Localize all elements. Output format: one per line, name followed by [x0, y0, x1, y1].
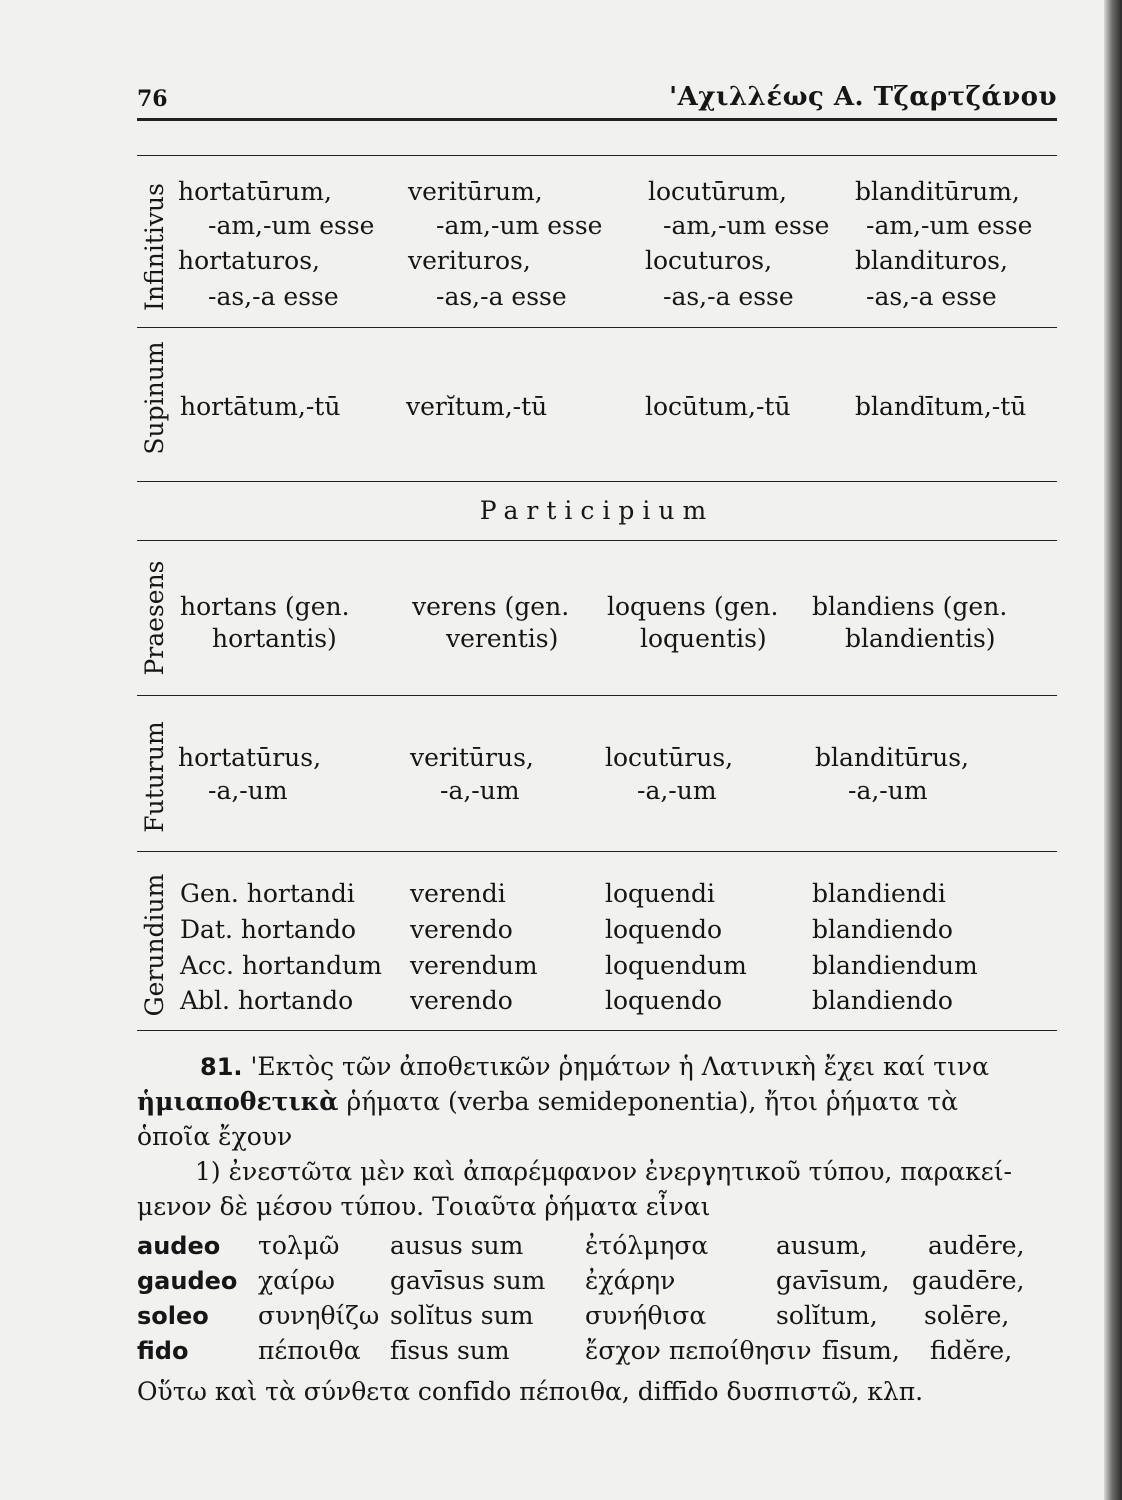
verb-cell: ἐχάρην	[585, 1266, 676, 1295]
page-edge-shadow	[1104, 0, 1122, 1500]
table-cell: -am,-um esse	[663, 211, 830, 240]
table-cell: blandituros,	[855, 246, 1008, 275]
table-cell: locūtum,-tū	[645, 392, 791, 421]
table-cell: blandiens (gen.	[812, 592, 1008, 621]
table-cell: veritūrum,	[408, 177, 543, 206]
table-cell: -am,-um esse	[866, 211, 1033, 240]
table-cell: verendum	[410, 951, 538, 980]
table-cell: blandiendo	[812, 915, 953, 944]
section-label-supinum: Supinum	[140, 341, 169, 455]
verb-cell: συνηθίζω	[258, 1301, 380, 1330]
table-cell: blandientis)	[845, 624, 996, 653]
table-rule	[137, 327, 1057, 328]
verb-cell: fidĕre,	[930, 1336, 1013, 1365]
verb-cell: πέποιθα	[258, 1336, 361, 1365]
table-cell: -as,-a esse	[436, 282, 567, 311]
paragraph-line	[137, 1086, 958, 1118]
verb-cell: audēre,	[928, 1231, 1025, 1260]
table-cell: blanditūrum,	[855, 177, 1020, 206]
paragraph-text: 'Εκτὸς τῶν ἀποθετικῶν ῥημάτων ἡ Λατινικὴ ἔχει καί τινα	[250, 1052, 990, 1081]
table-cell: -am,-um esse	[208, 211, 375, 240]
verb-cell: gavīsus sum	[390, 1266, 546, 1295]
verb-cell: gaudēre,	[912, 1266, 1025, 1295]
verb-cell: fīsum,	[822, 1336, 900, 1365]
table-cell: veritūrus,	[410, 743, 534, 772]
table-cell: loquentis)	[640, 624, 767, 653]
table-cell: hortatūrus,	[178, 743, 322, 772]
table-cell: verendi	[410, 879, 506, 908]
verb-cell: gavīsum,	[776, 1266, 890, 1295]
verb-cell: solĭtum,	[776, 1301, 878, 1330]
table-cell: verituros,	[408, 246, 531, 275]
verb-cell: fīsus sum	[390, 1336, 510, 1365]
table-cell: loquendo	[605, 986, 723, 1015]
participium-title: Participium	[479, 496, 715, 525]
table-cell: Abl. hortando	[180, 986, 354, 1015]
table-rule	[137, 851, 1057, 852]
table-rule	[137, 481, 1057, 482]
closing-line: Οὕτω καὶ τὰ σύνθετα confīdo πέποιθα, diffīdo δυσπιστῶ, κλπ.	[137, 1377, 924, 1406]
table-cell: loquendo	[605, 915, 723, 944]
table-cell: verĭtum,-tū	[406, 392, 548, 421]
verb-cell: solĭtus sum	[390, 1301, 534, 1330]
verb-cell: ausus sum	[390, 1231, 524, 1260]
table-cell: locutūrus,	[605, 743, 734, 772]
table-cell: verentis)	[446, 624, 559, 653]
section-label-infinitivus: Infinitivus	[140, 183, 169, 311]
table-cell: hortaturos,	[178, 246, 320, 275]
verb-cell: χαίρω	[258, 1266, 335, 1295]
table-cell: locutūrum,	[648, 177, 788, 206]
table-cell: Dat. hortando	[180, 915, 357, 944]
paragraph-text: ῥήματα (verba semideponentia), ἤτοι ῥήματα τὰ	[346, 1087, 959, 1116]
table-cell: locuturos,	[645, 246, 773, 275]
table-cell: -a,-um	[848, 776, 928, 805]
table-cell: loquendum	[605, 951, 747, 980]
table-top-rule	[137, 155, 1057, 156]
paragraph-line: ὁποῖα ἔχουν	[137, 1122, 293, 1151]
table-cell: -as,-a esse	[866, 282, 997, 311]
verb-cell: συνήθισα	[585, 1301, 707, 1330]
header-rule	[137, 118, 1057, 121]
table-cell: hortatūrum,	[178, 177, 332, 206]
paragraph-line: μενον δὲ μέσου τύπου. Τοιαῦτα ῥήματα εἶναι	[137, 1192, 711, 1221]
table-cell: blandiendi	[812, 879, 946, 908]
table-cell: -a,-um	[208, 776, 288, 805]
verb-cell: τολμῶ	[258, 1231, 340, 1260]
verb-cell: solēre,	[924, 1301, 1010, 1330]
verb-cell: ἐτόλμησα	[585, 1231, 709, 1260]
section-label-gerundium: Gerundium	[140, 873, 169, 1017]
table-cell: -a,-um	[637, 776, 717, 805]
verb-lemma: audeo	[137, 1232, 221, 1260]
table-cell: loquens (gen.	[607, 592, 779, 621]
verb-cell: ἔσχον πεποίθησιν	[585, 1336, 812, 1365]
table-cell: blandītum,-tū	[855, 392, 1027, 421]
table-rule	[137, 695, 1057, 696]
table-cell: -a,-um	[440, 776, 520, 805]
section-label-praesens: Praesens	[140, 560, 169, 676]
paragraph-line	[200, 1051, 989, 1083]
table-cell: hortantis)	[212, 624, 337, 653]
table-cell: -as,-a esse	[208, 282, 339, 311]
table-cell: blanditūrus,	[815, 743, 969, 772]
paragraph-line: 1) ἐνεστῶτα μὲν καὶ ἀπαρέμφανον ἐνεργητικοῦ τύπου, παρακεί-	[195, 1157, 1013, 1186]
verb-lemma: fido	[137, 1337, 189, 1365]
verb-cell: ausum,	[776, 1231, 868, 1260]
table-cell: -as,-a esse	[663, 282, 794, 311]
table-cell: verens (gen.	[412, 592, 570, 621]
table-cell: Gen. hortandi	[180, 879, 355, 908]
table-cell: hortātum,-tū	[180, 392, 341, 421]
verb-lemma: gaudeo	[137, 1267, 238, 1295]
page-number: 76	[137, 86, 168, 112]
table-cell: -am,-um esse	[436, 211, 603, 240]
table-cell: blandiendo	[812, 986, 953, 1015]
table-bottom-rule	[137, 1030, 1057, 1031]
section-label-futurum: Futurum	[140, 721, 169, 833]
table-cell: verendo	[410, 986, 513, 1015]
paragraph-number: 81.	[200, 1053, 243, 1081]
table-cell: loquendi	[605, 879, 716, 908]
table-rule	[137, 540, 1057, 541]
running-head: 'Αχιλλέως Α. Τζαρτζάνου	[669, 82, 1057, 112]
key-term: ἡμιαποθετικὰ	[137, 1087, 339, 1116]
table-cell: hortans (gen.	[180, 592, 350, 621]
table-cell: verendo	[410, 915, 513, 944]
verb-lemma: soleo	[137, 1302, 209, 1330]
table-cell: blandiendum	[812, 951, 978, 980]
table-cell: Acc. hortandum	[180, 951, 382, 980]
page-header	[137, 78, 1057, 114]
